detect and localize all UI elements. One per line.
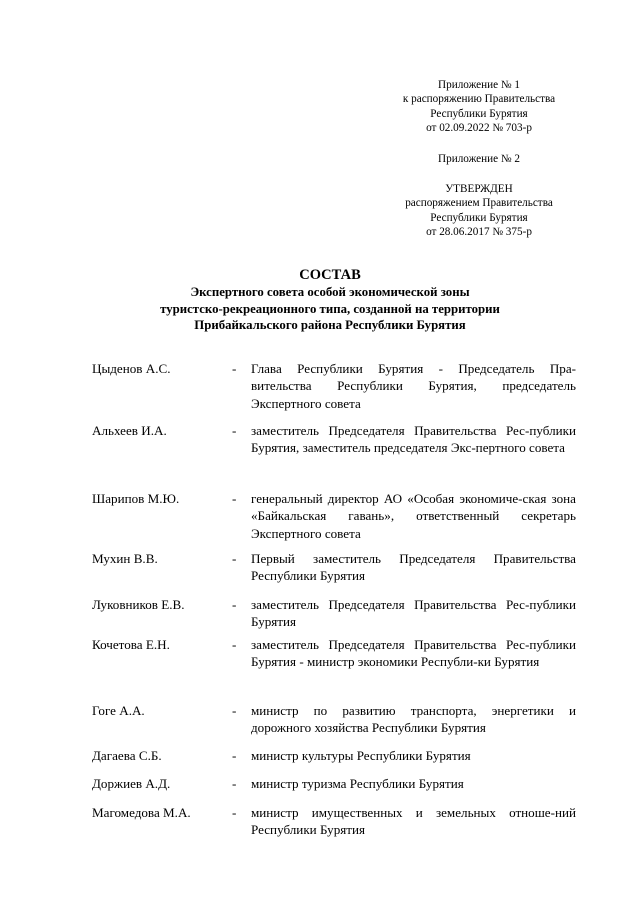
- member-row: [92, 550, 576, 596]
- appendix-line: УТВЕРЖДЕН: [445, 183, 513, 196]
- appendix-line: от 02.09.2022 № 703-р: [426, 122, 532, 135]
- member-role: заместитель Председателя Правительства Рес-публики Бурятия, заместитель председателя Экс-пертного совета: [251, 423, 576, 456]
- member-role: Первый заместитель Председателя Правительства Республики Бурятия: [251, 551, 576, 584]
- member-name: Дагаева С.Б.: [92, 748, 162, 763]
- appendix-gap: [370, 166, 588, 182]
- member-row: [92, 702, 576, 747]
- member-dash: -: [232, 805, 237, 820]
- member-row: [92, 360, 576, 422]
- member-dash: -: [232, 597, 237, 612]
- member-dash: -: [232, 637, 237, 652]
- member-name: Цыденов А.С.: [92, 361, 171, 376]
- member-role: министр имущественных и земельных отноше-ний Республики Бурятия: [251, 805, 576, 838]
- document-title: СОСТАВ: [299, 267, 361, 283]
- member-role: Глава Республики Бурятия - Председатель Пра-вительства Республики Бурятия, председатель Экспертного совета: [251, 361, 576, 411]
- member-row: [92, 636, 576, 702]
- member-name: Луковников Е.В.: [92, 597, 185, 612]
- member-name: Кочетова Е.Н.: [92, 637, 170, 652]
- member-name: Шарипов М.Ю.: [92, 491, 180, 506]
- appendix-gap: [370, 136, 588, 152]
- member-row: [92, 422, 576, 490]
- member-dash: -: [232, 551, 237, 566]
- member-role: заместитель Председателя Правительства Рес-публики Бурятия: [251, 597, 576, 630]
- document-subtitle-line: Экспертного совета особой экономической зоны: [190, 285, 470, 299]
- member-dash: -: [232, 361, 237, 376]
- member-dash: -: [232, 776, 237, 791]
- document-heading: [60, 266, 600, 334]
- member-role: министр культуры Республики Бурятия: [251, 748, 471, 763]
- appendix-line: Республики Бурятия: [430, 107, 528, 120]
- member-name: Гоге А.А.: [92, 703, 145, 718]
- member-role: министр туризма Республики Бурятия: [251, 776, 464, 791]
- document-subtitle-line: Прибайкальского района Республики Бурятия: [194, 318, 466, 332]
- member-name: Мухин В.В.: [92, 551, 158, 566]
- appendix-line: к распоряжению Правительства: [402, 93, 556, 106]
- member-name: Альхеев И.А.: [92, 423, 167, 438]
- member-dash: -: [232, 491, 237, 506]
- appendix-line: Приложение № 2: [438, 152, 520, 165]
- member-dash: -: [232, 748, 237, 763]
- appendix-stamp: [370, 78, 588, 240]
- document-subtitle-line: туристско-рекреационного типа, созданной на территории: [160, 301, 500, 316]
- member-row: [92, 596, 576, 636]
- member-name: Доржиев А.Д.: [92, 776, 171, 791]
- member-row: [92, 747, 576, 775]
- member-role: заместитель Председателя Правительства Рес-публики Бурятия - министр экономики Республи-ки Бурятия: [251, 637, 576, 670]
- member-role: генеральный директор АО «Особая экономиче-ская зона «Байкальская гавань», ответственный секретарь Экспертного совета: [251, 491, 576, 541]
- member-row: [92, 804, 576, 844]
- member-row: [92, 775, 576, 804]
- appendix-line: распоряжением Правительства: [405, 197, 553, 210]
- member-dash: -: [232, 703, 237, 718]
- member-row: [92, 490, 576, 550]
- member-dash: -: [232, 423, 237, 438]
- member-role: министр по развитию транспорта, энергетики и дорожного хозяйства Республики Бурятия: [251, 703, 576, 736]
- member-name: Магомедова М.А.: [92, 805, 191, 820]
- appendix-line: от 28.06.2017 № 375-р: [426, 226, 532, 239]
- members-list: [92, 360, 576, 844]
- appendix-line: Республики Бурятия: [430, 211, 528, 224]
- appendix-line: Приложение № 1: [438, 79, 520, 91]
